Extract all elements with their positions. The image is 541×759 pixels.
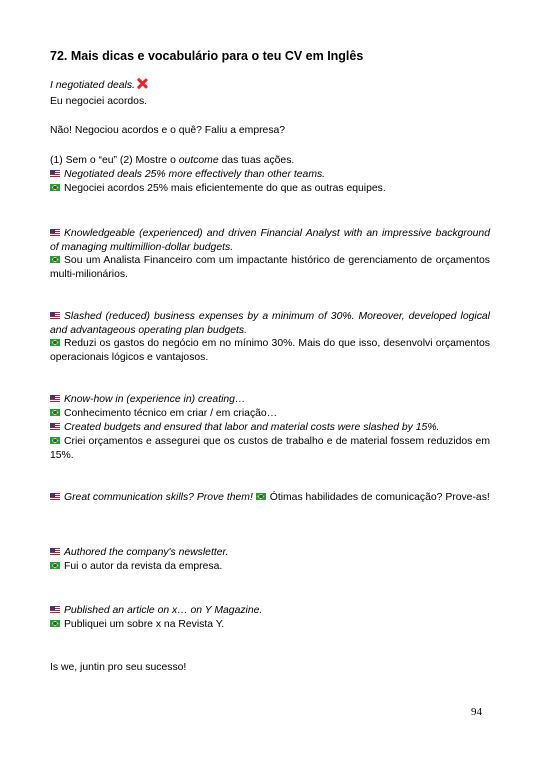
expenses-en-line (50, 310, 490, 337)
communication-pt: Ótimas habilidades de comunicação? Prove-as! (269, 492, 490, 503)
rules-italic: outcome (178, 155, 219, 166)
good-example-en-line (50, 168, 490, 182)
us-flag-icon (50, 312, 60, 319)
expenses-pt: Reduzi os gastos do negócio em no mínimo 30%. Mais do que isso, desenvolvi orçamentos operacionais lógicos e vantajosos. (50, 338, 490, 363)
rules-line (50, 154, 490, 168)
expenses-en: Slashed (reduced) business expenses by a minimum of 30%. Moreover, developed logical and advantageous operating plan budgets. (50, 311, 490, 336)
knowhow-pt-line (50, 407, 490, 421)
us-flag-icon (50, 606, 60, 613)
us-flag-icon (50, 170, 60, 177)
communication-en: Great communication skills? Prove them! (64, 492, 253, 503)
analyst-pt: Sou um Analista Financeiro com um impactante histórico de gerenciamento de orçamentos multi-milionários. (50, 255, 490, 280)
budgets-pt-line (50, 435, 490, 462)
good-example-en: Negotiated deals 25% more effectively than other teams. (64, 169, 326, 180)
wrong-translation: Eu negociei acordos. (50, 96, 148, 107)
rules-text-b: das tuas ações. (218, 155, 295, 166)
budgets-en: Created budgets and ensured that labor and material costs were slashed by 15%. (64, 422, 440, 433)
newsletter-en: Authored the company's newsletter. (64, 547, 229, 558)
budgets-pt: Criei orçamentos e assegurei que os custos de trabalho e de material fossem reduzidos em 15%. (50, 436, 490, 461)
wrong-example: I negotiated deals. (50, 80, 135, 91)
analyst-pt-line (50, 254, 490, 281)
closing-text: Is we, juntin pro seu sucesso! (50, 662, 187, 673)
analyst-en-line (50, 227, 490, 254)
communication-line (50, 491, 490, 505)
newsletter-pt: Fui o autor da revista da empresa. (64, 561, 223, 572)
brazil-flag-icon (50, 184, 60, 191)
brazil-flag-icon (50, 339, 60, 346)
budgets-en-line (50, 421, 490, 435)
us-flag-icon (50, 493, 60, 500)
critique-text: Não! Negociou acordos e o quê? Faliu a empresa? (50, 125, 286, 136)
brazil-flag-icon (50, 256, 60, 263)
us-flag-icon (50, 548, 60, 555)
analyst-en: Knowledgeable (experienced) and driven Financial Analyst with an impressive background of managing multimillion-dollar budgets. (50, 228, 490, 253)
good-example-pt: Negociei acordos 25% mais eficientemente do que as outras equipes. (64, 183, 386, 194)
us-flag-icon (50, 395, 60, 402)
article-en: Published an article on x… on Y Magazine. (64, 605, 263, 616)
newsletter-pt-line (50, 560, 490, 574)
knowhow-en: Know-how in (experience in) creating… (64, 394, 246, 405)
us-flag-icon (50, 423, 60, 430)
page-number: 94 (471, 706, 482, 718)
brazil-flag-icon (256, 493, 266, 500)
good-example-pt-line (50, 182, 490, 196)
knowhow-en-line (50, 393, 490, 407)
brazil-flag-icon (50, 562, 60, 569)
brazil-flag-icon (50, 437, 60, 444)
knowhow-pt: Conhecimento técnico em criar / em criação… (64, 408, 278, 419)
brazil-flag-icon (50, 620, 60, 627)
article-pt-line (50, 618, 490, 632)
wrong-example-line (50, 78, 490, 93)
section-heading: 72. Mais dicas e vocabulário para o teu CV em Inglês (50, 49, 364, 63)
us-flag-icon (50, 229, 60, 236)
newsletter-en-line (50, 546, 490, 560)
expenses-pt-line (50, 337, 490, 364)
red-cross-icon (137, 78, 148, 89)
brazil-flag-icon (50, 409, 60, 416)
rules-text-a: (1) Sem o “eu” (2) Mostre o (50, 155, 179, 166)
article-en-line (50, 604, 490, 618)
article-pt: Publiquei um sobre x na Revista Y. (64, 619, 225, 630)
